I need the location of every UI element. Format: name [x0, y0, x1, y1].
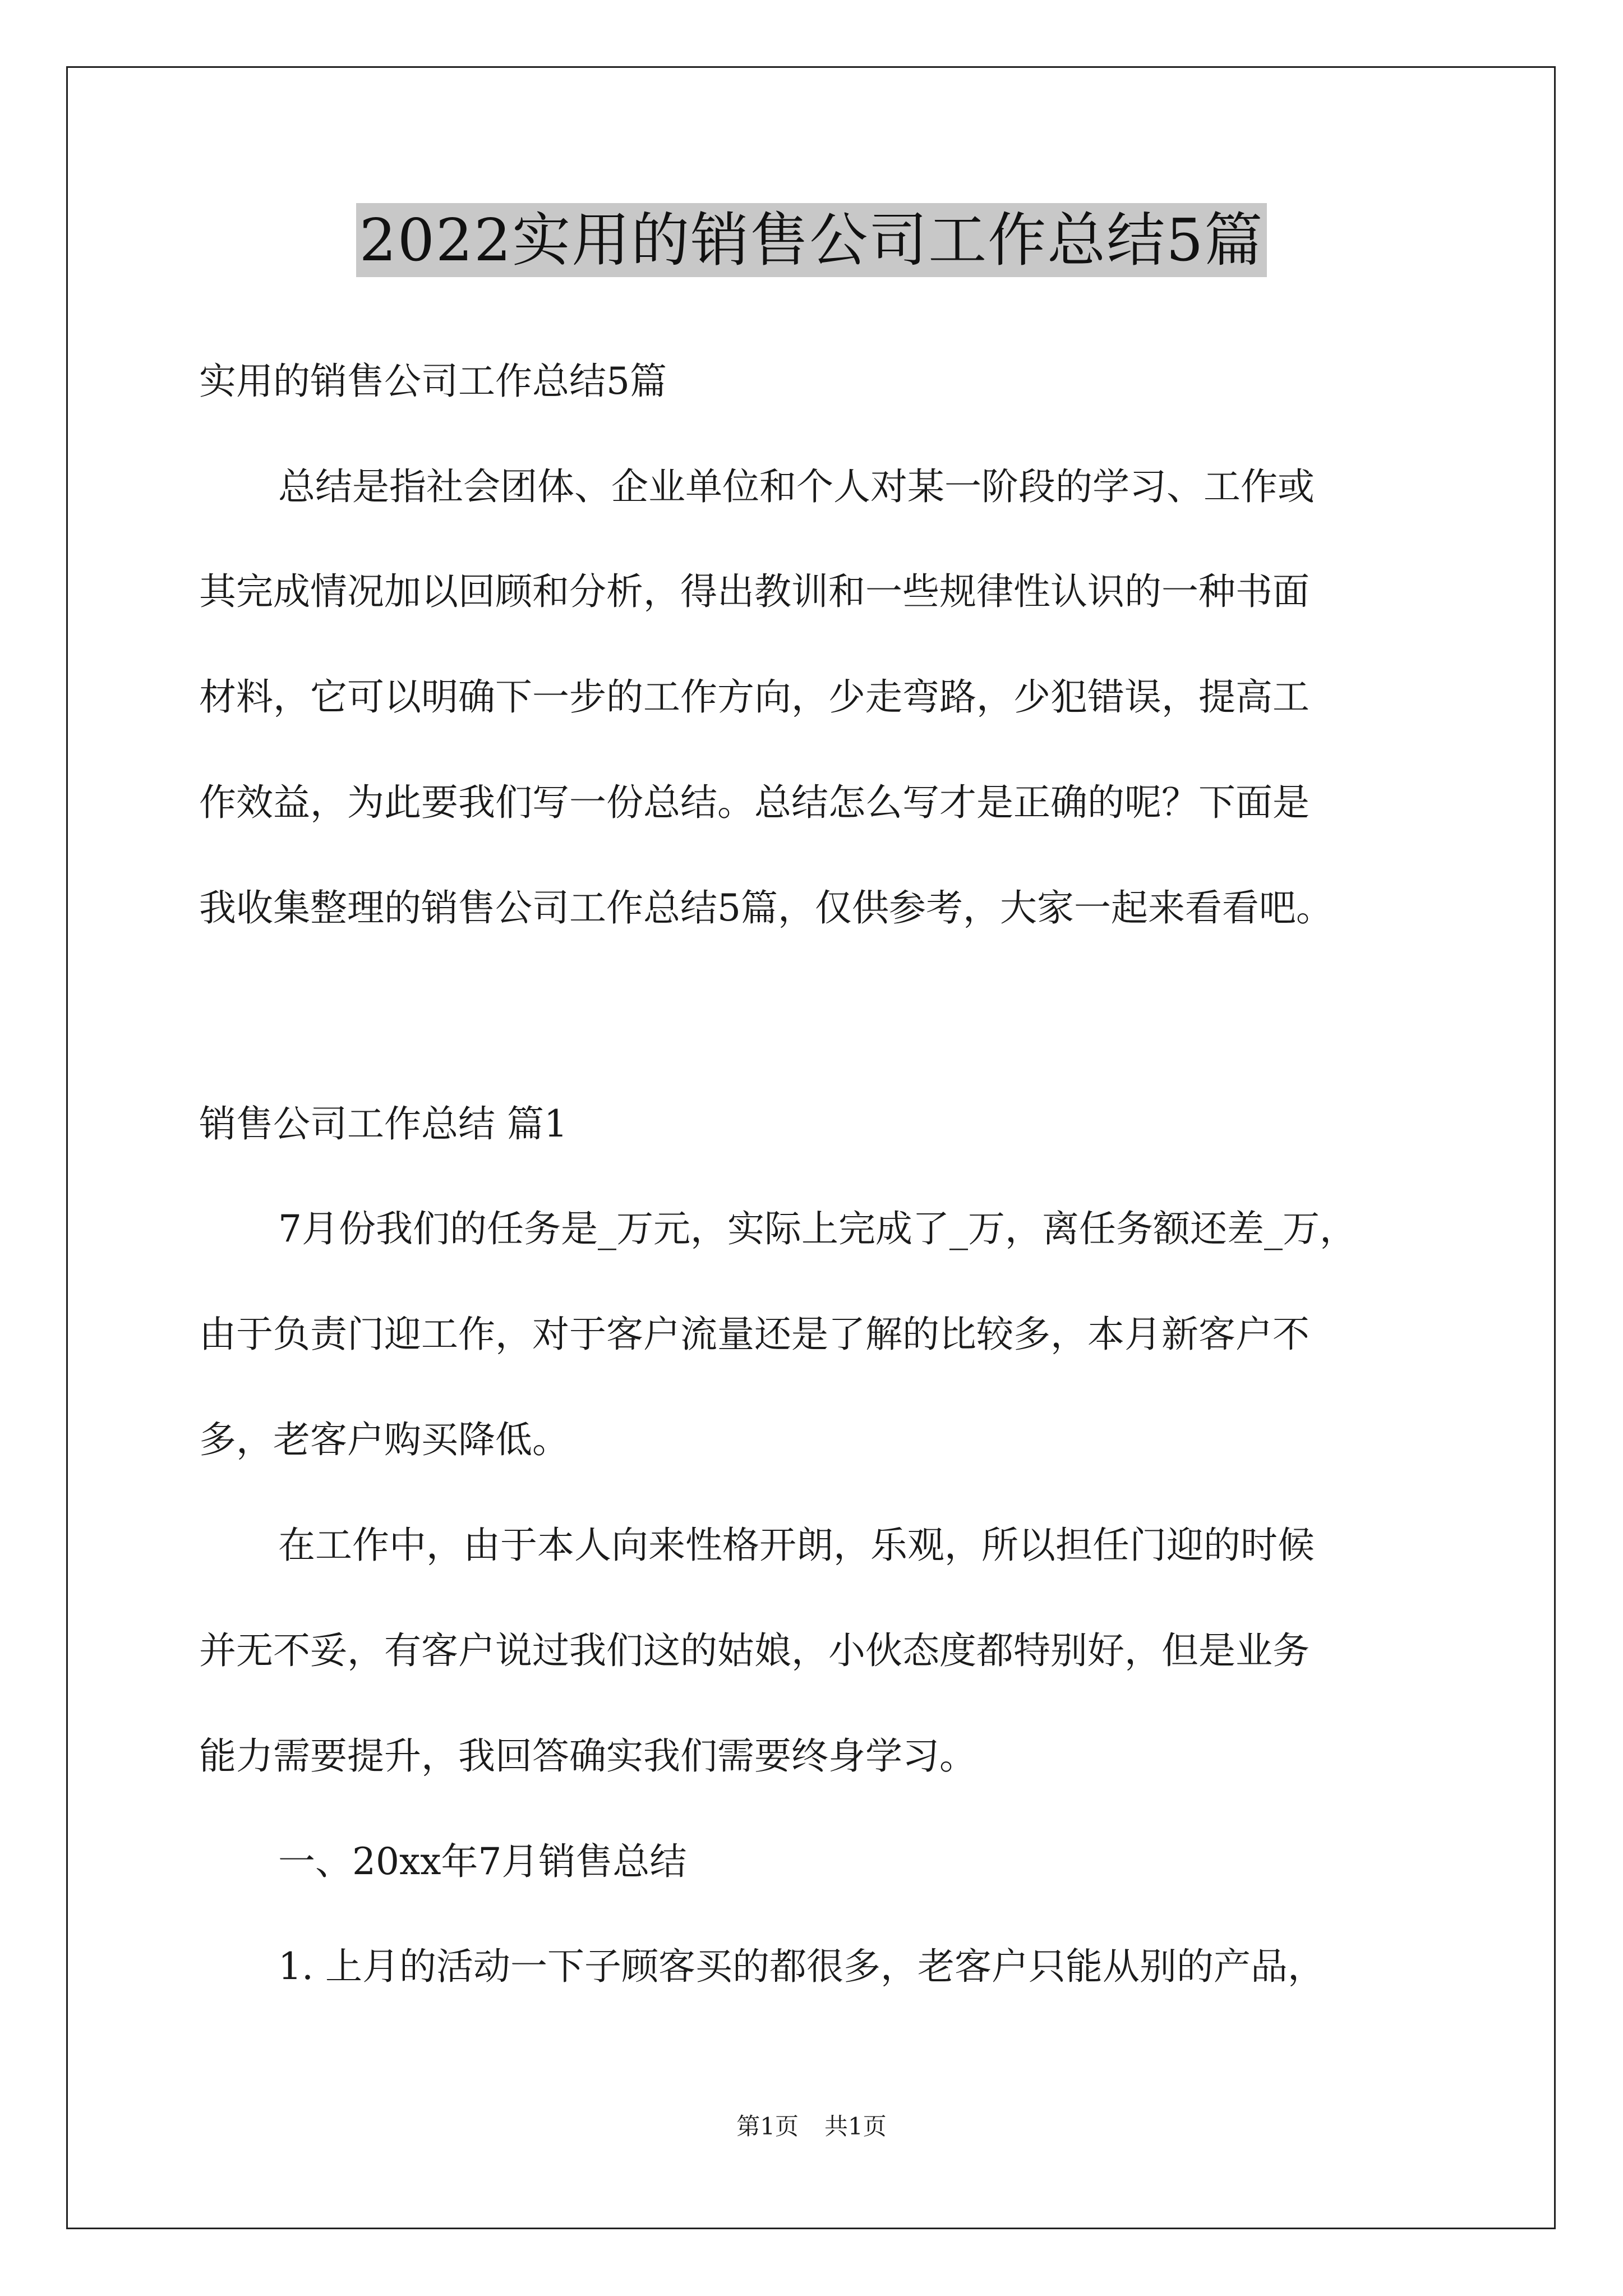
- section-heading: 销售公司工作总结 篇1: [199, 1102, 568, 1145]
- paragraph-line: 并无不妥，有客户说过我们这的姑娘，小伙态度都特别好，但是业务: [199, 1629, 1310, 1672]
- paragraph-line: 1. 上月的活动一下子顾客买的都很多，老客户只能从别的产品，: [278, 1945, 1325, 1988]
- paragraph-line: 总结是指社会团体、企业单位和个人对某一阶段的学习、工作或: [278, 465, 1315, 508]
- paragraph-line: 能力需要提升，我回答确实我们需要终身学习。: [199, 1734, 976, 1778]
- paragraph-line: 材料，它可以明确下一步的工作方向，少走弯路，少犯错误，提高工: [199, 675, 1310, 719]
- paragraph-line: 7月份我们的任务是_万元，实际上完成了_万，离任务额还差_万，: [278, 1207, 1357, 1250]
- document-title: 2022实用的销售公司工作总结5篇: [356, 203, 1267, 277]
- subtitle-line: 实用的销售公司工作总结5篇: [199, 360, 667, 403]
- page-footer: [0, 2112, 1623, 2141]
- paragraph-line: 在工作中，由于本人向来性格开朗，乐观，所以担任门迎的时候: [278, 1524, 1315, 1567]
- paragraph-line: 作效益，为此要我们写一份总结。总结怎么写才是正确的呢？下面是: [199, 781, 1310, 824]
- title-container: [0, 203, 1623, 277]
- paragraph-line: 我收集整理的销售公司工作总结5篇，仅供参考，大家一起来看看吧。: [199, 886, 1333, 930]
- paragraph-line: 多，老客户购买降低。: [199, 1418, 569, 1461]
- page-number-total: 共1页: [824, 2113, 887, 2140]
- paragraph-line: 其完成情况加以回顾和分析，得出教训和一些规律性认识的一种书面: [199, 570, 1310, 613]
- paragraph-line: 由于负责门迎工作，对于客户流量还是了解的比较多，本月新客户不: [199, 1313, 1310, 1356]
- subsection-heading: 一、20xx年7月销售总结: [278, 1840, 687, 1883]
- page-number-current: 第1页: [736, 2113, 799, 2140]
